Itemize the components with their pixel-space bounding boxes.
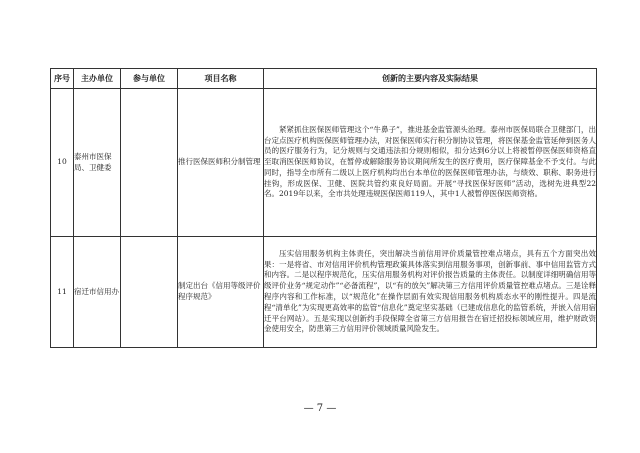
content-paragraph: 紧紧抓住医保医师管理这个“牛鼻子”，推进基金监管源头治理。泰州市医保局联合卫健部门，出台定点医疗机构医保医师管理办法，对医保医师实行积分制协议管理，将医保基金监管延伸到医务人员的医疗服务行为，记分规则与交通违法扣分规则相似，扣分达到6分以上将被暂停医保医师资格直至取消医保医师协议，在暂停或解除服务协议期间所发生的医疗费用，医疗保障基金不予支付。与此同时，指导全市所有二级以上医疗机构均出台本单位的医保医师管理办法，与绩效、职称、职务进行挂钩，形成医保、卫健、医院共管约束良好局面。开展“寻找医保好医师”活动，选树先进典型22名。2019年以来，全市共处理违规医保医师119人，其中1人被暂停医保医师资格。 bbox=[264, 124, 596, 199]
page-number: — 7 — bbox=[303, 403, 337, 414]
row-participant-unit bbox=[121, 237, 178, 348]
row-host-unit: 宿迁市信用办 bbox=[74, 237, 121, 348]
table-row bbox=[51, 89, 597, 237]
row-number: 10 bbox=[51, 89, 74, 237]
row-participant-unit bbox=[121, 89, 178, 237]
innovation-table bbox=[50, 68, 597, 348]
table-row bbox=[51, 237, 597, 348]
row-content bbox=[264, 89, 597, 237]
row-project-name: 制定出台《信用等级评价程序规范》 bbox=[178, 237, 264, 348]
header-participant-unit: 参与单位 bbox=[121, 69, 178, 89]
header-content-results: 创新的主要内容及实际结果 bbox=[264, 69, 597, 89]
row-content bbox=[264, 237, 597, 348]
table-header-row bbox=[51, 69, 597, 89]
content-paragraph: 压实信用服务机构主体责任，突出解决当前信用评价质量管控难点堵点，具有五个方面突出效果：一是将省、市对信用评价机构管理政策具体落实到信用服务事项，创新事前、事中信用监管方式和内容。二是以程序规范化，压实信用服务机构对评价报告质量的主体责任。以制度详细明确信用等级评价业务“规定动作”“必备流程”，以“有的放矢”解决第三方信用评价质量管控难点堵点。三是诠释程序内容和工作标准，以“规范化”在操作层面有效实现信用服务机构质态水平的刚性提升。四是流程“清单化”为实现更高效率的监管“信息化”奠定坚实基础（已建成信息化的监管系统，并嵌入信用宿迁平台网站）。五是实现以创新约手段保障全省第三方信用报告在宿迁招投标领域应用，维护财政资金使用安全，防患第三方信用评价领域质量风险发生。 bbox=[264, 248, 596, 334]
header-project-name: 项目名称 bbox=[178, 69, 264, 89]
row-host-unit: 泰州市医保局、卫健委 bbox=[74, 89, 121, 237]
row-project-name: 推行医保医师积分制管理 bbox=[178, 89, 264, 237]
row-number: 11 bbox=[51, 237, 74, 348]
header-host-unit: 主办单位 bbox=[74, 69, 121, 89]
header-serial-number: 序号 bbox=[51, 69, 74, 89]
